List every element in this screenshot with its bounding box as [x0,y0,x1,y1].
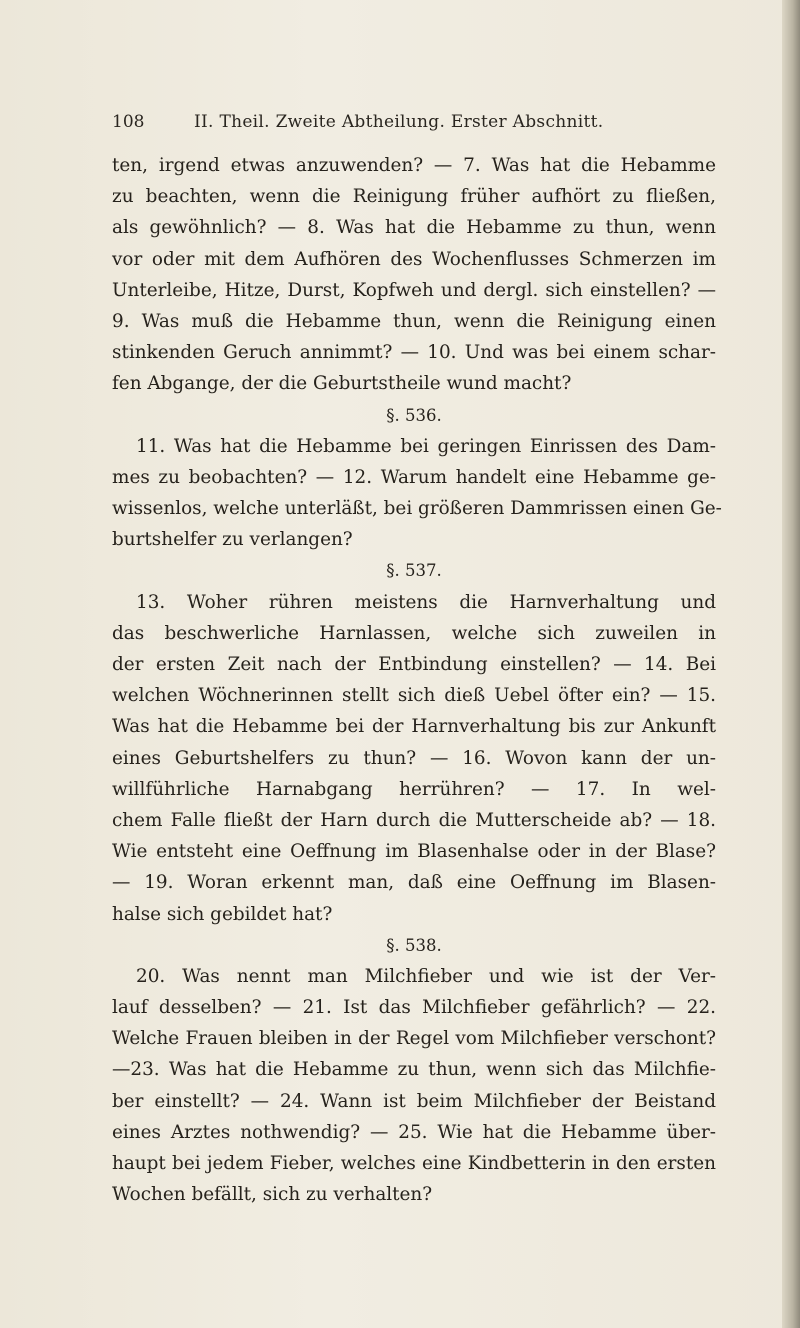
body-text [112,150,722,1210]
text-line: halse sich gebildet hat? [112,903,333,925]
text-line: 11. Was hat die Hebamme bei geringen Einrissen des Dam- [136,435,716,457]
text-line: chem Falle fließt der Harn durch die Mutterscheide ab? — 18. [112,809,716,831]
text-line: zu beachten, wenn die Reinigung früher aufhört zu fließen, [112,186,716,208]
text-line: 13. Woher rühren meistens die Harnverhaltung und [136,591,716,613]
text-line: eines Geburtshelfers zu thun? — 16. Wovon kann der un- [112,747,716,769]
text-line: mes zu beobachten? — 12. Warum handelt eine Hebamme ge- [112,466,716,488]
text-line: der ersten Zeit nach der Entbindung einstellen? — 14. Bei [112,654,716,675]
text-line: Wie entsteht eine Oeffnung im Blasenhalse oder in der Blase? [112,841,716,863]
text-line: — 19. Woran erkennt man, daß eine Oeffnung im Blasen- [112,872,716,894]
page-edge-shadow [782,0,800,1328]
text-line: das beschwerliche Harnlassen, welche sich zuweilen in [112,622,716,644]
text-line: Welche Frauen bleiben in der Regel vom Milchfieber verschont? [112,1028,716,1050]
text-line: willführliche Harnabgang herrühren? — 17. In wel- [112,778,716,800]
section-heading: §. 536. [386,405,442,425]
text-line: —23. Was hat die Hebamme zu thun, wenn sich das Milchfie- [112,1059,716,1081]
running-head: II. Theil. Zweite Abtheilung. Erster Abschnitt. [194,112,604,132]
text-line: Wochen befällt, sich zu verhalten? [112,1184,433,1206]
text-line: lauf desselben? — 21. Ist das Milchfieber gefährlich? — 22. [112,997,716,1019]
text-line: wissenlos, welche unterläßt, bei größeren Dammrissen einen Ge- [112,498,722,520]
text-line: stinkenden Geruch annimmt? — 10. Und was bei einem schar- [112,342,716,364]
text-line: ber einstellt? — 24. Wann ist beim Milchfieber der Beistand [112,1090,716,1112]
text-line: 9. Was muß die Hebamme thun, wenn die Reinigung einen [112,310,716,332]
page-header [112,112,712,142]
text-line: haupt bei jedem Fieber, welches eine Kindbetterin in den ersten [112,1153,716,1174]
section-heading: §. 538. [386,935,442,955]
text-line: als gewöhnlich? — 8. Was hat die Hebamme zu thun, wenn [112,217,716,239]
text-line: Unterleibe, Hitze, Durst, Kopfweh und dergl. sich einstellen? — [112,279,716,301]
page-number: 108 [112,112,145,132]
text-line: vor oder mit dem Aufhören des Wochenflusses Schmerzen im [112,248,716,270]
text-line: burtshelfer zu verlangen? [112,529,353,551]
text-line: Was hat die Hebamme bei der Harnverhaltung bis zur Ankunft [112,716,716,738]
text-line: 20. Was nennt man Milchfieber und wie ist der Ver- [136,965,716,987]
text-line: ten, irgend etwas anzuwenden? — 7. Was hat die Hebamme [112,155,716,176]
text-line: welchen Wöchnerinnen stellt sich dieß Uebel öfter ein? — 15. [112,685,716,707]
text-line: fen Abgange, der die Geburtstheile wund macht? [112,373,572,395]
section-heading: §. 537. [386,561,442,581]
text-line: eines Arztes nothwendig? — 25. Wie hat die Hebamme über- [112,1121,716,1143]
